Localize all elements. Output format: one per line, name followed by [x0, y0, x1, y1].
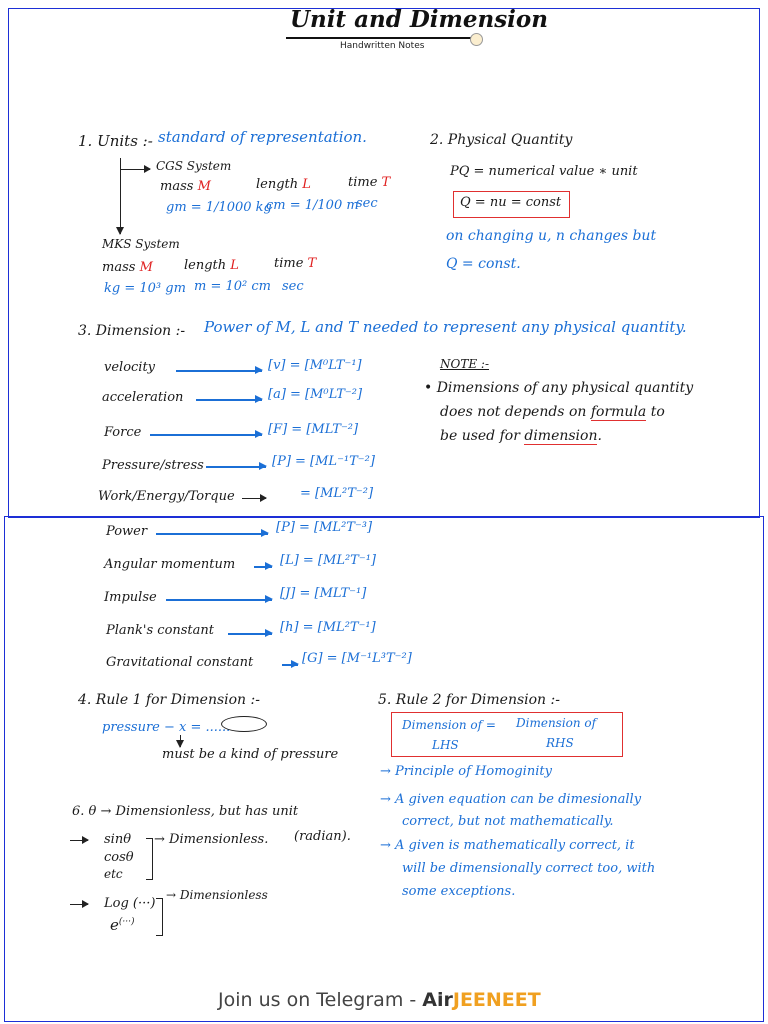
- rule2-point: → Principle of Homoginity: [380, 764, 552, 779]
- rule2-point: → A given equation can be dimesionally: [380, 792, 642, 807]
- log-brace: [156, 898, 163, 936]
- pq-heading: 2. Physical Quantity: [430, 132, 573, 148]
- cgs-time-symbol: T: [381, 175, 391, 190]
- dimension-definition: Power of M, L and T needed to represent any physical quantity.: [204, 318, 687, 336]
- dim-row-formula: [F] = [MLT⁻²]: [268, 422, 359, 437]
- dimension-note-line2: [440, 404, 665, 420]
- rule2-rhs-bottom: RHS: [546, 736, 574, 750]
- cgs-length-symbol: L: [302, 177, 311, 192]
- dimension-note-line1: • Dimensions of any physical quantity: [424, 380, 694, 396]
- mks-mass-row: [102, 260, 153, 275]
- mks-time-symbol: T: [307, 256, 317, 271]
- dim-row-arrow: [228, 633, 272, 635]
- dim-row-name: Impulse: [104, 590, 157, 605]
- mks-time-value: sec: [282, 279, 304, 294]
- trig-etc: etc: [104, 867, 123, 881]
- units-heading: 1. Units :-: [78, 132, 153, 150]
- dim-row-formula: [v] = [M⁰LT⁻¹]: [268, 358, 362, 373]
- dim-row-formula: [P] = [ML⁻¹T⁻²]: [272, 454, 375, 469]
- log-expression: Log (···): [104, 896, 156, 911]
- cgs-mass-symbol: M: [197, 179, 211, 194]
- dim-row-arrow: [206, 466, 266, 468]
- mks-mass-label: mass: [102, 260, 136, 275]
- rule2-lhs-top: Dimension of =: [402, 718, 496, 732]
- footer-banner: [218, 989, 541, 1011]
- cgs-mass-row: [160, 179, 211, 194]
- dim-row-name: Angular momentum: [104, 557, 236, 572]
- rule2-point: correct, but not mathematically.: [402, 814, 614, 829]
- dim-row-name: Gravitational constant: [106, 655, 254, 670]
- mks-mass-symbol: M: [139, 260, 153, 275]
- cgs-length-value: cm = 1/100 m: [266, 198, 359, 213]
- dim-row-name: velocity: [104, 360, 156, 375]
- cgs-length-row: [256, 177, 311, 192]
- angle-unit: (radian).: [294, 829, 351, 844]
- page-title: Unit and Dimension: [290, 6, 548, 33]
- rule2-point: will be dimensionally correct too, with: [402, 861, 656, 876]
- title-underline: [286, 37, 482, 39]
- pq-note-line1: on changing u, n changes but: [446, 228, 657, 244]
- dimension-note-line3: [440, 428, 602, 444]
- dim-row-formula: = [ML²T⁻²]: [300, 486, 374, 501]
- rule1-heading: 4. Rule 1 for Dimension :-: [78, 692, 260, 708]
- dim-row-arrow: [166, 599, 272, 601]
- exp-base: e: [110, 916, 119, 934]
- dim-row-arrow: [156, 533, 268, 535]
- rule1-expression: pressure − x = ......: [102, 720, 231, 735]
- cgs-arrow: [120, 169, 150, 170]
- rule1-note: must be a kind of pressure: [162, 747, 339, 762]
- footer-brand-air: Air: [422, 989, 453, 1011]
- cgs-time-row: [348, 175, 390, 190]
- mks-mass-value: kg = 10³ gm: [104, 281, 186, 296]
- log-arrow: [70, 904, 88, 905]
- dim-row-arrow: [254, 566, 272, 568]
- dim-row-arrow: [196, 399, 262, 401]
- log-result: → Dimensionless: [166, 888, 268, 902]
- trig-arrow: [70, 840, 88, 841]
- cgs-time-label: time: [348, 175, 378, 190]
- pq-formula: PQ = numerical value ∗ unit: [450, 164, 638, 179]
- units-definition: standard of representation.: [158, 128, 367, 146]
- rule2-point: → A given is mathematically correct, it: [380, 838, 635, 853]
- cgs-label: CGS System: [156, 159, 232, 173]
- trig-result: → Dimensionless.: [154, 832, 269, 847]
- mks-length-symbol: L: [230, 258, 239, 273]
- rule2-heading: 5. Rule 2 for Dimension :-: [378, 692, 560, 708]
- dim-row-formula: [G] = [M⁻¹L³T⁻²]: [302, 651, 412, 666]
- dim-row-name: Plank's constant: [106, 623, 215, 638]
- trig-cos: cosθ: [104, 850, 134, 865]
- cgs-mass-label: mass: [160, 179, 194, 194]
- pq-note-line2: Q = const.: [446, 256, 521, 272]
- cgs-length-label: length: [256, 177, 299, 192]
- footer-prefix: Join us on Telegram -: [218, 989, 423, 1011]
- logo-badge-icon: [470, 33, 483, 46]
- note-formula-word: formula: [590, 404, 647, 420]
- note-line3-a: be used for: [440, 428, 525, 444]
- rule1-circle-icon: [221, 716, 267, 732]
- cgs-mass-value: gm = 1/1000 kg: [166, 200, 272, 215]
- trig-sin: sinθ: [104, 832, 132, 847]
- dimension-note-title: NOTE :-: [440, 357, 490, 371]
- rule1-down-arrow: [180, 735, 181, 747]
- note-line2-a: does not depends on: [440, 404, 591, 420]
- mks-label: MKS System: [102, 237, 180, 251]
- angle-heading: 6. θ → Dimensionless, but has unit: [72, 804, 299, 819]
- trig-brace: [146, 838, 153, 880]
- rule2-lhs-bottom: LHS: [432, 738, 459, 752]
- footer-brand-name: JEENEET: [452, 989, 541, 1011]
- dim-row-name: acceleration: [102, 390, 184, 405]
- exp-power: (···): [118, 917, 135, 927]
- dim-row-name: Work/Energy/Torque: [98, 489, 235, 504]
- dim-row-formula: [J] = [MLT⁻¹]: [280, 586, 367, 601]
- rule2-point: some exceptions.: [402, 884, 516, 899]
- dim-row-name: Power: [106, 524, 148, 539]
- dim-row-name: Force: [104, 425, 142, 440]
- note-line2-c: to: [646, 404, 665, 420]
- mks-time-row: [274, 256, 316, 271]
- dimension-heading: 3. Dimension :-: [78, 323, 186, 339]
- pq-boxed-text: Q = nu = const: [460, 195, 562, 210]
- dim-row-formula: [h] = [ML²T⁻¹]: [280, 620, 376, 635]
- mks-time-label: time: [274, 256, 304, 271]
- dim-row-formula: [P] = [ML²T⁻³]: [276, 520, 373, 535]
- page-subtitle: Handwritten Notes: [340, 41, 425, 51]
- exp-expression: [110, 916, 135, 934]
- note-dimension-word: dimension: [524, 428, 598, 444]
- note-line3-c: .: [597, 428, 602, 444]
- cgs-time-value: sec: [356, 196, 378, 211]
- dim-row-arrow: [282, 664, 298, 666]
- rule2-rhs-top: Dimension of: [516, 716, 597, 730]
- dim-row-formula: [a] = [M⁰LT⁻²]: [268, 387, 363, 402]
- dim-row-arrow: [150, 434, 262, 436]
- dim-row-name: Pressure/stress: [102, 458, 204, 473]
- dim-row-arrow: [176, 370, 262, 372]
- mks-length-value: m = 10² cm: [194, 279, 271, 294]
- mks-length-label: length: [184, 258, 227, 273]
- mks-length-row: [184, 258, 239, 273]
- dim-row-arrow: [242, 498, 266, 499]
- dim-row-formula: [L] = [ML²T⁻¹]: [280, 553, 376, 568]
